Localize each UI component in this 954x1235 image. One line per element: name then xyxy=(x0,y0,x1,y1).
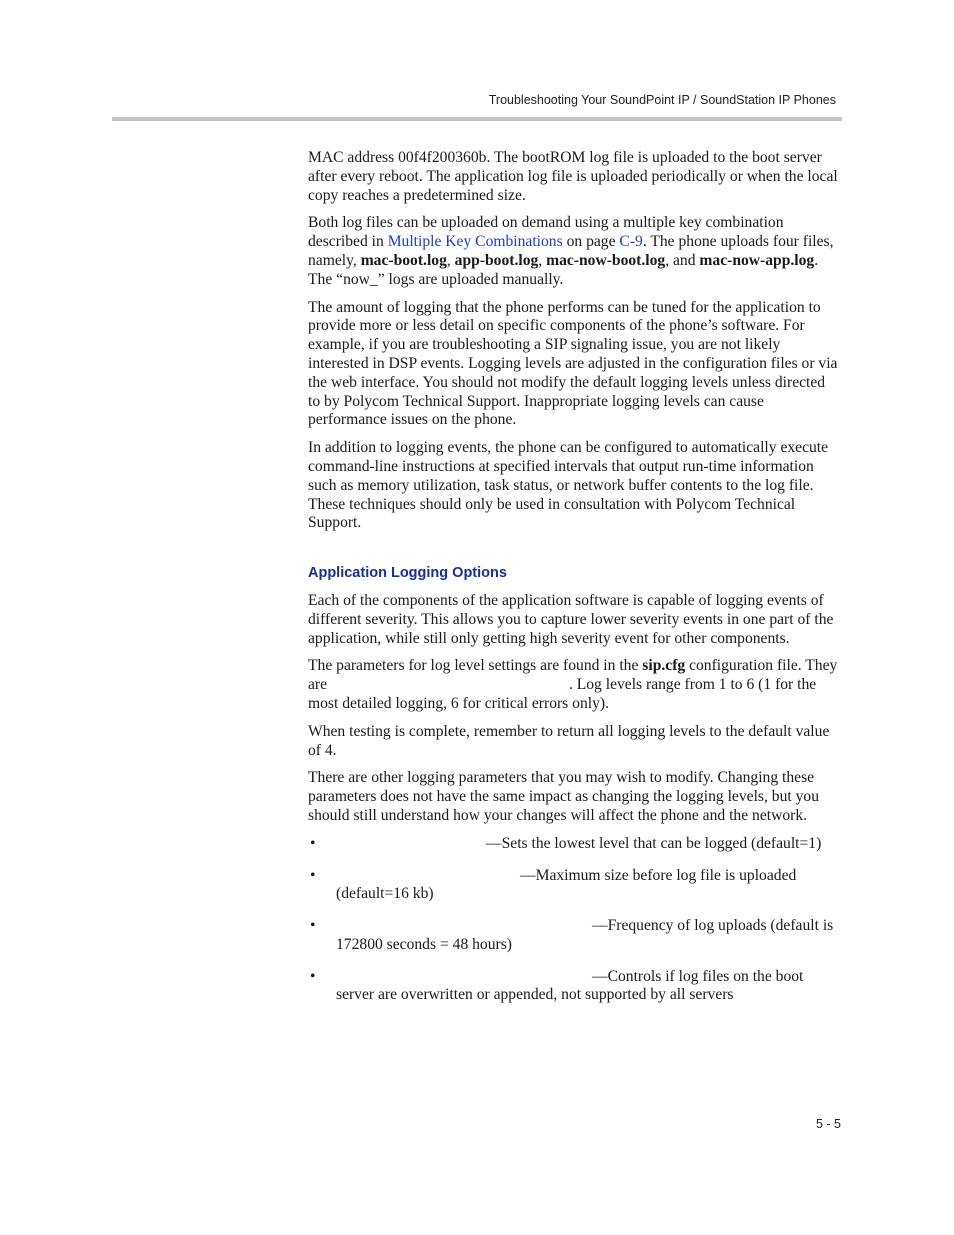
paragraph-log-upload xyxy=(308,214,840,289)
filename-mac-boot-log: mac-boot.log xyxy=(360,251,447,269)
running-header: Troubleshooting Your SoundPoint IP / SoundStation IP Phones xyxy=(488,93,836,107)
paragraph-log-level-settings xyxy=(308,657,840,713)
bullet-icon: • xyxy=(310,917,316,935)
filename-sip-cfg: sip.cfg xyxy=(642,657,686,675)
paragraph-other-parameters: There are other logging parameters that you may wish to modify. Changing these parameters does not have the same impact as changing the logging levels, but you should still understand how your changes will affect the phone and the network. xyxy=(308,769,819,824)
paragraph-text: . Log levels range from 1 to 6 (1 for the most detailed logging, 6 for critical errors only). xyxy=(308,676,817,712)
separator: , xyxy=(446,251,455,269)
main-content xyxy=(308,149,840,1018)
list-item xyxy=(308,835,840,854)
paragraph-mac-address: MAC address 00f4f200360b. The bootROM log file is uploaded to the boot server after every reboot. The application log file is uploaded periodically or when the local copy reaches a predetermined size. xyxy=(308,149,838,204)
bullet-icon: • xyxy=(310,834,316,852)
paragraph-text: Both log files can be uploaded on demand using a multiple key combination described in xyxy=(308,214,784,251)
filename-app-boot-log: app-boot.log xyxy=(454,251,539,269)
paragraph-testing-complete: When testing is complete, remember to return all logging levels to the default value of 4. xyxy=(308,722,830,759)
logging-parameter-list xyxy=(308,835,840,1006)
section-heading-application-logging: Application Logging Options xyxy=(308,565,507,582)
list-item-text: —Maximum size before log file is uploaded (default=16 kb) xyxy=(336,866,797,903)
filename-mac-now-boot-log: mac-now-boot.log xyxy=(546,251,666,269)
list-item-text: —Controls if log files on the boot server are overwritten or appended, not supported by all servers xyxy=(336,967,804,1004)
separator: , xyxy=(538,251,547,269)
paragraph-components-logging: Each of the components of the application software is capable of logging events of different severity. This allows you to capture lower severity events in one part of the application, while still only getting high severity event for other components. xyxy=(308,591,834,647)
list-item xyxy=(308,968,840,1006)
paragraph-command-line: In addition to logging events, the phone can be configured to automatically execute command-line instructions at specified intervals that output run-time information such as memory utilization, task status, or network buffer contents to the log file. These techniques should only be used in consultation with Polycom Technical Support. xyxy=(308,439,829,532)
paragraph-text: on page xyxy=(562,233,620,251)
paragraph-text: . The “now_” logs are uploaded manually. xyxy=(308,251,819,288)
paragraph-text: , and xyxy=(665,251,700,269)
list-item-text: —Sets the lowest level that can be logged (default=1) xyxy=(486,834,822,852)
list-item xyxy=(308,867,840,905)
filename-mac-now-app-log: mac-now-app.log xyxy=(699,251,815,269)
paragraph-text: The parameters for log level settings are found in the xyxy=(308,657,643,675)
list-item xyxy=(308,917,840,955)
bullet-icon: • xyxy=(310,866,316,884)
header-rule xyxy=(112,117,842,121)
page-number: 5 - 5 xyxy=(815,1117,841,1131)
bullet-icon: • xyxy=(310,967,316,985)
page-c9-link[interactable]: C-9 xyxy=(619,233,643,251)
multiple-key-combinations-link[interactable]: Multiple Key Combinations xyxy=(387,233,563,251)
paragraph-text: . The phone uploads four files, namely, xyxy=(308,233,834,269)
list-item-text: —Frequency of log uploads (default is 172800 seconds = 48 hours) xyxy=(336,917,834,953)
paragraph-text: configuration file. They are xyxy=(308,657,838,694)
paragraph-logging-tuning: The amount of logging that the phone performs can be tuned for the application to provide more or less detail on specific components of the phone’s software. For example, if you are troubleshooting a SIP signaling issue, you are not likely interested in DSP events. Logging levels are adjusted in the configuration files or via the web interface. You should not modify the default logging levels unless directed to by Polycom Technical Support. Inappropriate logging levels can cause performance issues on the phone. xyxy=(308,298,838,429)
